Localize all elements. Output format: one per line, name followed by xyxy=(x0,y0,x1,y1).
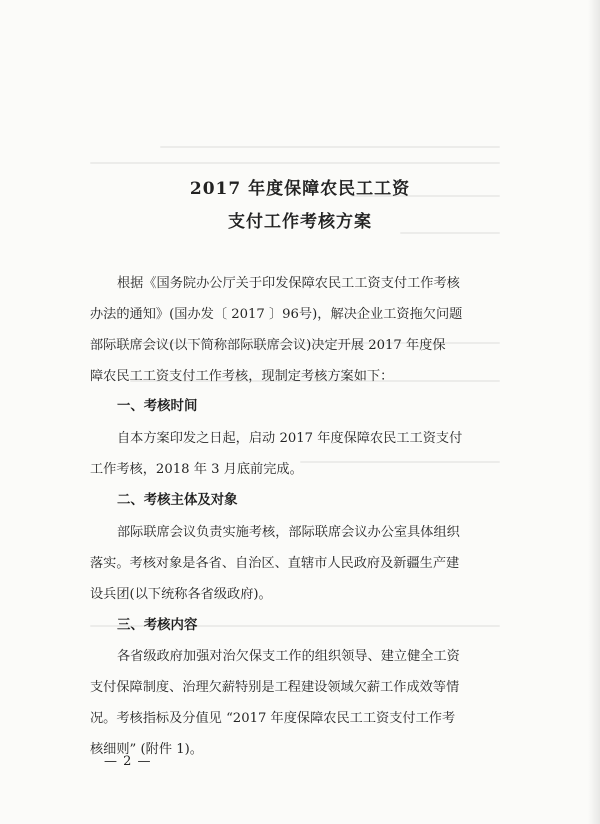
section-3-line-1: 各省级政府加强对治欠保支工作的组织领导、建立健全工资 xyxy=(117,649,460,664)
section-3-heading: 三、考核内容 xyxy=(117,617,198,633)
intro-line-3: 部际联席会议(以下简称部际联席会议)决定开展 2017 年度保 xyxy=(90,338,446,353)
section-1-heading: 一、考核时间 xyxy=(117,398,198,414)
intro-line-4: 障农民工工资支付工作考核，现制定考核方案如下： xyxy=(90,369,394,384)
document-title-line-2: 支付工作考核方案 xyxy=(228,212,372,232)
section-1-line-1: 自本方案印发之日起，启动 2017 年度保障农民工工资支付 xyxy=(117,431,463,446)
page-edge-shadow xyxy=(588,0,600,824)
intro-line-1: 根据《国务院办公厅关于印发保障农民工工资支付工作考核 xyxy=(117,276,460,291)
section-2-line-2: 落实。考核对象是各省、自治区、直辖市人民政府及新疆生产建 xyxy=(90,556,460,571)
section-3-line-4: 核细则” (附件 1)。 xyxy=(90,742,203,757)
section-2-line-3: 设兵团(以下统称各省级政府)。 xyxy=(90,587,272,602)
section-2-line-1: 部际联席会议负责实施考核，部际联席会议办公室具体组织 xyxy=(117,525,460,540)
page-number: — 2 — xyxy=(104,754,152,769)
section-3-line-2: 支付保障制度、治理欠薪特别是工程建设领域欠薪工作成效等情 xyxy=(90,680,460,695)
intro-line-2: 办法的通知》(国办发〔 2017 〕96号)，解决企业工资拖欠问题 xyxy=(90,307,463,322)
section-2-heading: 二、考核主体及对象 xyxy=(117,492,238,508)
show-through-mark xyxy=(400,232,500,234)
section-1-line-2: 工作考核，2018 年 3 月底前完成。 xyxy=(90,462,303,477)
show-through-mark xyxy=(160,146,500,148)
section-3-line-3: 况。考核指标及分值见 “2017 年度保障农民工工资支付工作考 xyxy=(90,711,456,726)
show-through-mark xyxy=(90,162,500,164)
document-title-line-1: 2017 年度保障农民工工资 xyxy=(189,179,411,199)
